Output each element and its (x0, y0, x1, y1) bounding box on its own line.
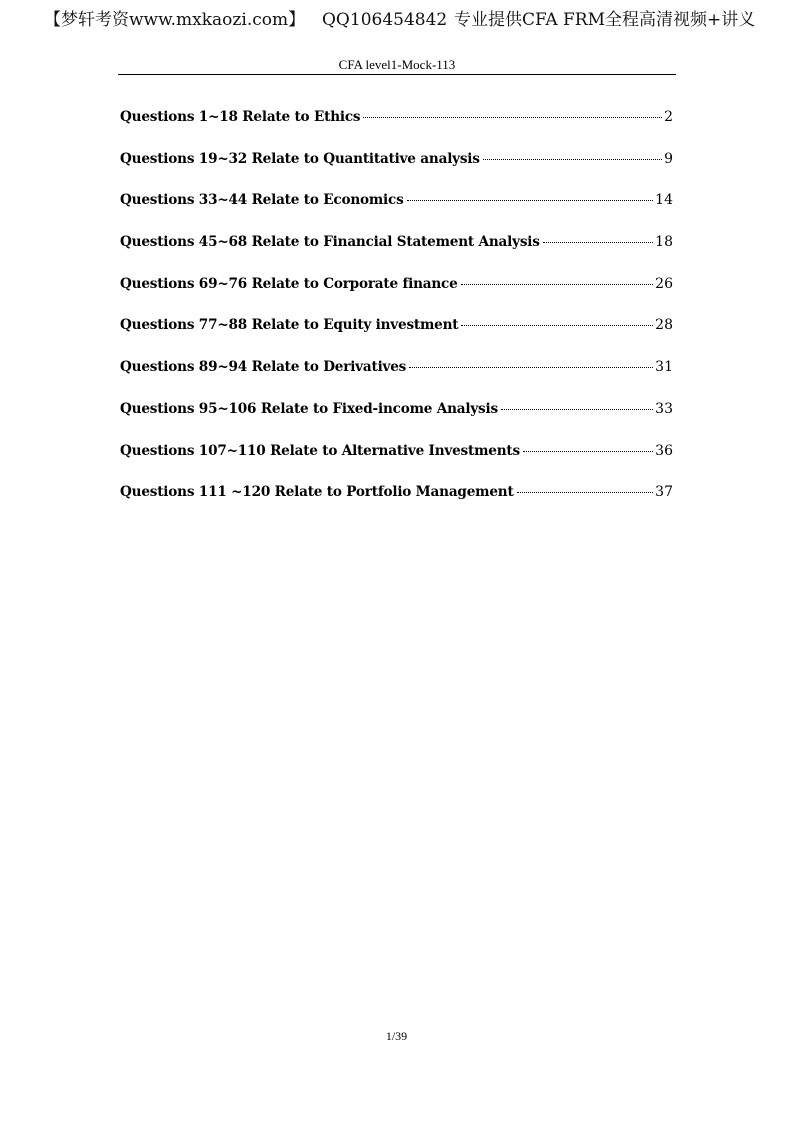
banner-service-text: 专业提供CFA FRM全程高清视频+讲义 (454, 10, 756, 30)
toc-entry-economics[interactable] (120, 189, 673, 231)
toc-dot-leader (483, 159, 662, 160)
toc-entry-alternative-investments[interactable] (120, 440, 673, 482)
toc-dot-leader (461, 284, 654, 285)
toc-entry-title: Questions 19~32 Relate to Quantitative analysis (120, 150, 480, 167)
toc-dot-leader (407, 200, 654, 201)
toc-entry-title: Questions 45~68 Relate to Financial Statement Analysis (120, 234, 540, 251)
toc-entry-page: 9 (664, 150, 673, 167)
toc-entry-title: Questions 111 ~120 Relate to Portfolio Management (120, 484, 514, 501)
toc-entry-page: 18 (655, 234, 673, 251)
toc-dot-leader (543, 242, 653, 243)
toc-entry-page: 36 (655, 442, 673, 459)
toc-entry-page: 31 (655, 359, 673, 376)
toc-dot-leader (409, 367, 653, 368)
toc-entry-page: 2 (664, 109, 673, 125)
banner-qq-text: QQ106454842 (322, 10, 448, 30)
toc-entry-page: 33 (655, 400, 673, 417)
toc-entry-page: 37 (655, 484, 673, 501)
toc-entry-title: Questions 77~88 Relate to Equity investment (120, 317, 459, 334)
running-header-title: CFA level1-Mock-113 (118, 56, 676, 75)
toc-dot-leader (461, 325, 653, 326)
toc-entry-fixed-income-analysis[interactable] (120, 398, 673, 440)
toc-entry-page: 14 (655, 192, 673, 209)
toc-dot-leader (517, 492, 654, 493)
toc-entry-title: Questions 107~110 Relate to Alternative Investments (120, 442, 520, 459)
toc-entry-page: 28 (655, 317, 673, 334)
toc-dot-leader (501, 409, 653, 410)
toc-entry-derivatives[interactable] (120, 356, 673, 398)
toc-entry-title: Questions 95~106 Relate to Fixed-income Analysis (120, 400, 498, 417)
toc-dot-leader (363, 117, 662, 118)
banner-site-text: 【梦轩考资www.mxkaozi.com】 (44, 10, 306, 30)
page-number: 1/39 (385, 1029, 408, 1043)
toc-entry-page: 26 (655, 275, 673, 292)
promo-banner (0, 6, 793, 34)
toc-entry-title: Questions 89~94 Relate to Derivatives (120, 359, 407, 376)
toc-entry-title: Questions 33~44 Relate to Economics (120, 192, 404, 209)
toc-entry-corporate-finance[interactable] (120, 273, 673, 315)
toc-entry-ethics[interactable] (120, 106, 673, 148)
toc-entry-financial-statement-analysis[interactable] (120, 231, 673, 273)
toc-dot-leader (523, 451, 653, 452)
toc-entry-title: Questions 1~18 Relate to Ethics (120, 109, 361, 125)
table-of-contents (120, 106, 673, 523)
toc-entry-portfolio-management[interactable] (120, 481, 673, 523)
toc-entry-quantitative-analysis[interactable] (120, 148, 673, 190)
toc-entry-title: Questions 69~76 Relate to Corporate finance (120, 275, 458, 292)
toc-entry-equity-investment[interactable] (120, 314, 673, 356)
